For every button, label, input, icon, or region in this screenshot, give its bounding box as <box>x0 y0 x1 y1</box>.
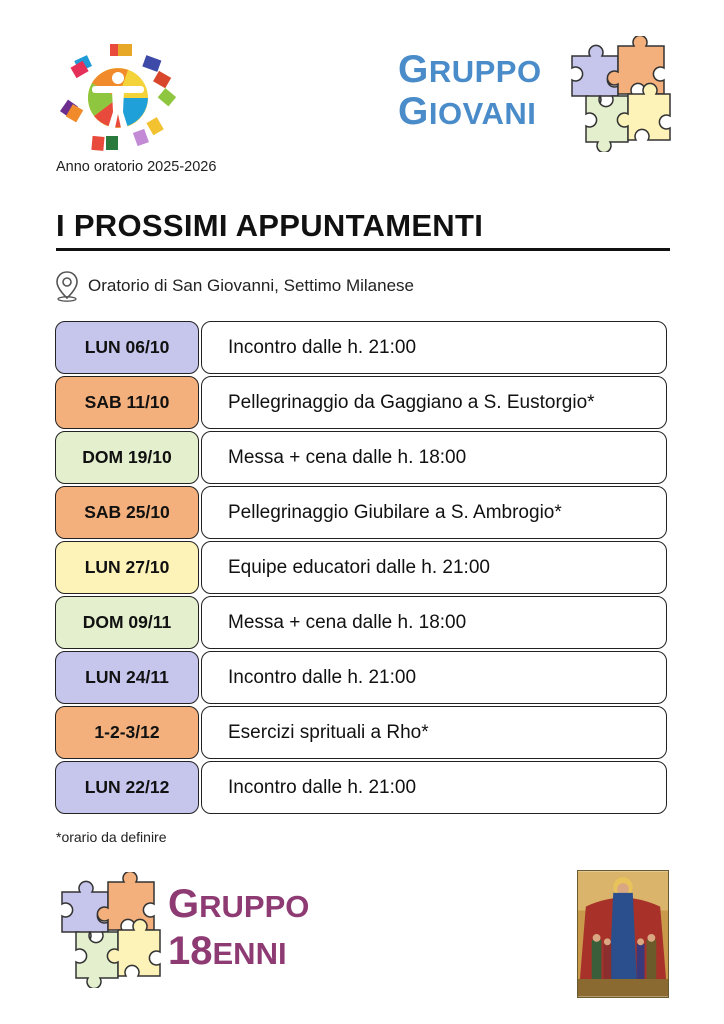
appointment-description: Incontro dalle h. 21:00 <box>201 651 667 704</box>
appointment-date: LUN 06/10 <box>55 321 199 374</box>
appointment-date: 1-2-3/12 <box>55 706 199 759</box>
appointment-row <box>55 596 667 649</box>
footnote: *orario da definire <box>56 829 167 845</box>
appointment-row <box>55 541 667 594</box>
appointment-row <box>55 486 667 539</box>
gruppo-18enni-title: GRUPPO 18ENNI <box>168 882 310 973</box>
appointment-date: LUN 22/12 <box>55 761 199 814</box>
anno-oratorio: Anno oratorio 2025-2026 <box>56 159 217 175</box>
appointment-description: Esercizi sprituali a Rho* <box>201 706 667 759</box>
appointment-row <box>55 761 667 814</box>
appointment-description: Equipe educatori dalle h. 21:00 <box>201 541 667 594</box>
page-title: I PROSSIMI APPUNTAMENTI <box>56 208 484 243</box>
appointment-description: Pellegrinaggio da Gaggiano a S. Eustorgio* <box>201 376 667 429</box>
puzzle-icon <box>54 872 164 988</box>
appointment-date: LUN 27/10 <box>55 541 199 594</box>
appointment-row <box>55 706 667 759</box>
location-pin-icon <box>54 270 80 302</box>
appointment-row <box>55 431 667 484</box>
title-divider <box>56 248 670 251</box>
appointment-description: Incontro dalle h. 21:00 <box>201 761 667 814</box>
gruppo-giovani-title: GRUPPO GIOVANI <box>398 48 542 133</box>
appointments-list <box>55 321 667 816</box>
appointment-row <box>55 376 667 429</box>
appointment-description: Messa + cena dalle h. 18:00 <box>201 596 667 649</box>
puzzle-icon <box>564 36 674 152</box>
appointment-date: DOM 19/10 <box>55 431 199 484</box>
appointment-row <box>55 651 667 704</box>
location-text: Oratorio di San Giovanni, Settimo Milanese <box>88 276 414 295</box>
appointment-description: Incontro dalle h. 21:00 <box>201 321 667 374</box>
madonna-icon <box>577 870 669 998</box>
appointment-description: Messa + cena dalle h. 18:00 <box>201 431 667 484</box>
appointment-date: SAB 11/10 <box>55 376 199 429</box>
appointment-date: DOM 09/11 <box>55 596 199 649</box>
appointment-row <box>55 321 667 374</box>
appointment-date: LUN 24/11 <box>55 651 199 704</box>
appointment-date: SAB 25/10 <box>55 486 199 539</box>
appointment-description: Pellegrinaggio Giubilare a S. Ambrogio* <box>201 486 667 539</box>
oratorio-logo-icon <box>56 42 186 154</box>
location <box>54 270 414 302</box>
